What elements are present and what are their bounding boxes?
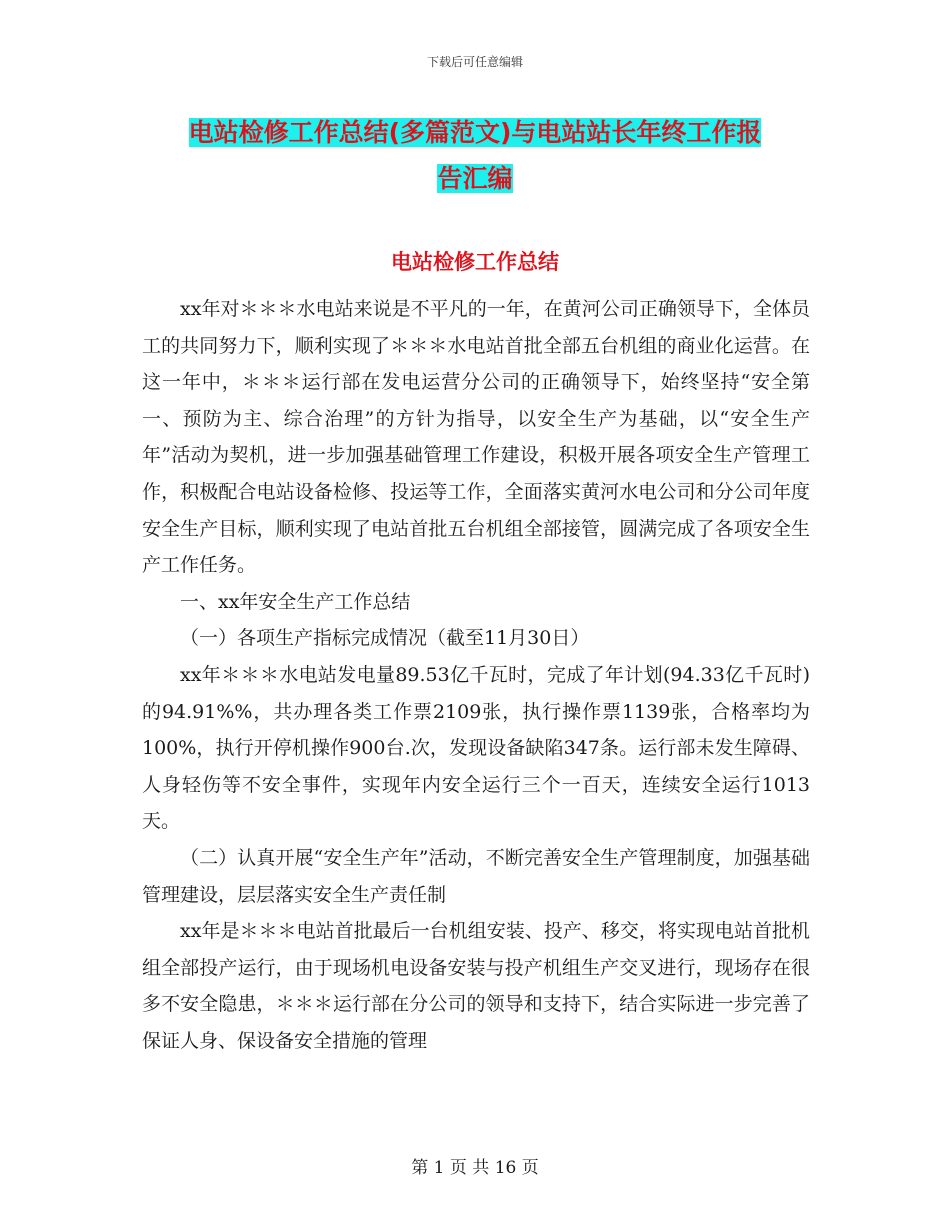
title-line-1: 电站检修工作总结(多篇范文)与电站站长年终工作报 (188, 118, 762, 147)
title-line-2: 告汇编 (437, 164, 513, 193)
header-note: 下载后可任意编辑 (426, 55, 523, 69)
paragraph: （一）各项生产指标完成情况（截至11月30日） (180, 627, 590, 650)
page-number: 第 1 页 共 16 页 (411, 1158, 539, 1178)
paragraph: xx年对＊＊＊水电站来说是不平凡的一年，在黄河公司正确领导下，全体员工的共同努力下，顺利实现了＊＊＊水电站首批全部五台机组的商业化运营。在这一年中，＊＊＊运行部在发电运营分公司的正确领导下，始终坚持“安全第一、预防为主、综合治理”的方针为指导，以安全生产为基础，以“安全生产年”活动为契机，进一步加强基础管理工作建设，积极开展各项安全生产管理工作，积极配合电站设备检修、投运等工作，全面落实黄河水电公司和分公司年度安全生产目标，顺利实现了电站首批五台机组全部接管，圆满完成了各项安全生产工作任务。 (142, 298, 810, 577)
paragraph: xx年是＊＊＊电站首批最后一台机组安装、投产、移交，将实现电站首批机组全部投产运行，由于现场机电设备安装与投产机组生产交叉进行，现场存在很多不安全隐患，＊＊＊运行部在分公司的领导和支持下，结合实际进一步完善了保证人身、保设备安全措施的管理 (142, 920, 810, 1052)
paragraph: xx年＊＊＊水电站发电量89.53亿千瓦时，完成了年计划(94.33亿千瓦时)的94.91%%，共办理各类工作票2109张，执行操作票1139张，合格率均为100%，执行开停机操作900台.次，发现设备缺陷347条。运行部未发生障碍、人身轻伤等不安全事件，实现年内安全运行三个一百天，连续安全运行1013天。 (142, 663, 810, 833)
section-title: 电站检修工作总结 (391, 250, 559, 274)
document-title (140, 110, 810, 202)
document-body (142, 291, 810, 1059)
paragraph: （二）认真开展“安全生产年”活动，不断完善安全生产管理制度，加强基础管理建设，层层落实安全生产责任制 (142, 846, 810, 906)
paragraph: 一、xx年安全生产工作总结 (180, 590, 411, 613)
